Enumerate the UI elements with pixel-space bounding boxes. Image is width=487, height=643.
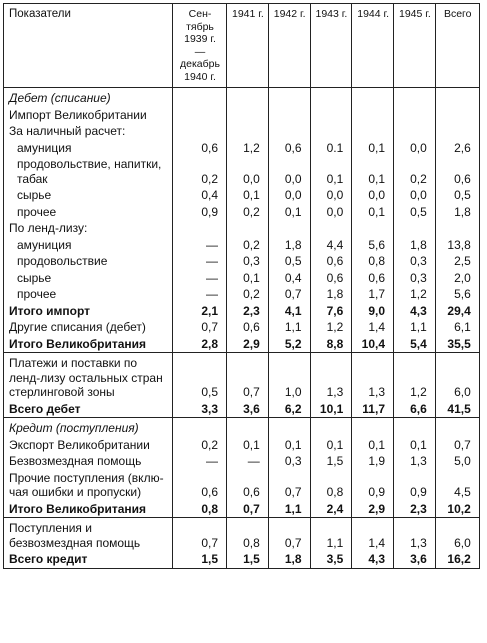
value-cell: 0,0: [310, 204, 352, 221]
row-label: Кредит (поступления): [4, 418, 173, 437]
value-cell: [268, 220, 310, 237]
value-cell: 0,7: [268, 470, 310, 501]
value-cell: —: [173, 237, 227, 254]
value-cell: 6,2: [268, 401, 310, 418]
row-label: амуниция: [4, 237, 173, 254]
value-cell: 1,3: [352, 353, 394, 401]
header-cell: [173, 4, 227, 88]
table-row: [4, 88, 480, 107]
value-cell: 1,3: [310, 353, 352, 401]
value-cell: 3,3: [173, 401, 227, 418]
value-cell: 2,9: [227, 336, 269, 353]
table-row: [4, 286, 480, 303]
value-cell: [435, 220, 479, 237]
value-cell: [352, 418, 394, 437]
value-cell: [352, 107, 394, 124]
value-cell: 0,8: [352, 253, 394, 270]
table-row: [4, 401, 480, 418]
value-cell: [173, 123, 227, 140]
value-cell: 0,0: [268, 156, 310, 187]
value-cell: 0.1: [310, 140, 352, 157]
header-cell: Показатели: [4, 4, 173, 88]
table-row: [4, 319, 480, 336]
value-cell: 0,5: [173, 353, 227, 401]
value-cell: 0,1: [268, 437, 310, 454]
value-cell: [173, 88, 227, 107]
row-label: Платежи и поставки по ленд-лизу остальных стран стерлинговой зоны: [4, 353, 173, 401]
table-row: [4, 336, 480, 353]
value-cell: 0,4: [268, 270, 310, 287]
value-cell: 1,4: [352, 518, 394, 552]
value-cell: 1,5: [173, 551, 227, 568]
table-body: [4, 88, 480, 569]
value-cell: 0,9: [352, 470, 394, 501]
row-label: Безвозмездная помощь: [4, 453, 173, 470]
value-cell: 41,5: [435, 401, 479, 418]
value-cell: 0,6: [435, 156, 479, 187]
value-cell: 0,7: [268, 518, 310, 552]
row-label: Экспорт Великобритании: [4, 437, 173, 454]
value-cell: 13,8: [435, 237, 479, 254]
value-cell: 5,0: [435, 453, 479, 470]
value-cell: 4,3: [394, 303, 436, 320]
value-cell: 0,6: [173, 140, 227, 157]
row-label: Поступления и безвозмездная помощь: [4, 518, 173, 552]
row-label: За наличный расчет:: [4, 123, 173, 140]
value-cell: 5,6: [435, 286, 479, 303]
value-cell: [268, 88, 310, 107]
value-cell: 0,6: [352, 270, 394, 287]
table-row: [4, 107, 480, 124]
value-cell: 0,0: [227, 156, 269, 187]
value-cell: [310, 88, 352, 107]
value-cell: 0,6: [310, 270, 352, 287]
row-label: Всего кредит: [4, 551, 173, 568]
value-cell: 0,7: [435, 437, 479, 454]
value-cell: 4,5: [435, 470, 479, 501]
value-cell: 0,1: [227, 187, 269, 204]
value-cell: 0,6: [268, 140, 310, 157]
value-cell: [352, 88, 394, 107]
table-row: [4, 551, 480, 568]
value-cell: [394, 88, 436, 107]
value-cell: [394, 418, 436, 437]
value-cell: 6,0: [435, 518, 479, 552]
value-cell: 0,5: [435, 187, 479, 204]
row-label: прочее: [4, 204, 173, 221]
value-cell: [268, 123, 310, 140]
value-cell: 0,8: [310, 470, 352, 501]
value-cell: 1,3: [394, 453, 436, 470]
value-cell: 0,7: [173, 319, 227, 336]
value-cell: 0,1: [394, 437, 436, 454]
value-cell: 3,6: [394, 551, 436, 568]
value-cell: 1,8: [310, 286, 352, 303]
table-row: [4, 501, 480, 518]
value-cell: 0,6: [173, 470, 227, 501]
row-label: Итого Великобритания: [4, 336, 173, 353]
value-cell: 1,4: [352, 319, 394, 336]
value-cell: 0,2: [173, 437, 227, 454]
value-cell: [435, 88, 479, 107]
value-cell: 0,1: [268, 204, 310, 221]
value-cell: [268, 107, 310, 124]
value-cell: 10,2: [435, 501, 479, 518]
value-cell: 0,3: [227, 253, 269, 270]
row-label: сырье: [4, 187, 173, 204]
value-cell: [227, 220, 269, 237]
value-cell: [227, 107, 269, 124]
header-cell: 1942 г.: [268, 4, 310, 88]
value-cell: 0,1: [227, 437, 269, 454]
value-cell: 2,0: [435, 270, 479, 287]
header-text: Сен- тябрь 1939 г. — декабрь 1940 г.: [180, 8, 220, 83]
value-cell: 16,2: [435, 551, 479, 568]
value-cell: 0,9: [394, 470, 436, 501]
value-cell: [227, 123, 269, 140]
row-label: Всего дебет: [4, 401, 173, 418]
value-cell: 0,9: [173, 204, 227, 221]
header-cell: 1941 г.: [227, 4, 269, 88]
value-cell: 0,3: [268, 453, 310, 470]
value-cell: 0,6: [310, 253, 352, 270]
value-cell: [394, 220, 436, 237]
value-cell: 0,3: [394, 270, 436, 287]
value-cell: 1,1: [268, 501, 310, 518]
value-cell: 0,2: [227, 237, 269, 254]
value-cell: 4,3: [352, 551, 394, 568]
table-row: [4, 470, 480, 501]
value-cell: 1,8: [435, 204, 479, 221]
table-row: [4, 187, 480, 204]
value-cell: [310, 220, 352, 237]
value-cell: [268, 418, 310, 437]
value-cell: 1,8: [394, 237, 436, 254]
row-label: Импорт Великобритании: [4, 107, 173, 124]
value-cell: 0,2: [227, 204, 269, 221]
value-cell: 1,2: [394, 286, 436, 303]
value-cell: 0,7: [227, 501, 269, 518]
value-cell: [310, 123, 352, 140]
table-row: [4, 270, 480, 287]
table-row: [4, 220, 480, 237]
row-label: Итого Великобритания: [4, 501, 173, 518]
value-cell: [394, 123, 436, 140]
value-cell: 4,4: [310, 237, 352, 254]
value-cell: 0,6: [227, 319, 269, 336]
value-cell: —: [227, 453, 269, 470]
value-cell: 0,3: [394, 253, 436, 270]
table-row: [4, 204, 480, 221]
value-cell: 0,1: [310, 437, 352, 454]
value-cell: [435, 123, 479, 140]
value-cell: [173, 220, 227, 237]
value-cell: 1,5: [227, 551, 269, 568]
row-label: прочее: [4, 286, 173, 303]
value-cell: 1,1: [310, 518, 352, 552]
value-cell: 10,1: [310, 401, 352, 418]
value-cell: —: [173, 270, 227, 287]
value-cell: 3,6: [227, 401, 269, 418]
value-cell: 29,4: [435, 303, 479, 320]
value-cell: 3,5: [310, 551, 352, 568]
value-cell: 0,1: [227, 270, 269, 287]
value-cell: [352, 220, 394, 237]
value-cell: [310, 107, 352, 124]
value-cell: 1,2: [394, 353, 436, 401]
value-cell: 6,1: [435, 319, 479, 336]
value-cell: 0,5: [394, 204, 436, 221]
header-cell: 1944 г.: [352, 4, 394, 88]
value-cell: 0,4: [173, 187, 227, 204]
value-cell: [310, 418, 352, 437]
value-cell: [352, 123, 394, 140]
value-cell: 2,3: [394, 501, 436, 518]
table-row: [4, 418, 480, 437]
value-cell: [173, 418, 227, 437]
value-cell: 0,2: [394, 156, 436, 187]
value-cell: 1,8: [268, 551, 310, 568]
value-cell: 1,1: [394, 319, 436, 336]
value-cell: 8,8: [310, 336, 352, 353]
value-cell: 0,0: [394, 187, 436, 204]
value-cell: 0,1: [352, 156, 394, 187]
value-cell: 9,0: [352, 303, 394, 320]
balance-table: [3, 3, 480, 569]
value-cell: 0,0: [352, 187, 394, 204]
value-cell: 0,7: [173, 518, 227, 552]
value-cell: —: [173, 253, 227, 270]
row-label: продовольствие: [4, 253, 173, 270]
value-cell: 1,2: [310, 319, 352, 336]
value-cell: 5,2: [268, 336, 310, 353]
value-cell: [227, 418, 269, 437]
value-cell: —: [173, 286, 227, 303]
table-row: [4, 140, 480, 157]
value-cell: 0,8: [227, 518, 269, 552]
table-row: [4, 253, 480, 270]
value-cell: 0,7: [268, 286, 310, 303]
value-cell: 0,1: [352, 437, 394, 454]
row-label: продовольствие, напитки, табак: [4, 156, 173, 187]
value-cell: 6,6: [394, 401, 436, 418]
value-cell: 1,1: [268, 319, 310, 336]
table-row: [4, 453, 480, 470]
value-cell: 5,4: [394, 336, 436, 353]
value-cell: 2,4: [310, 501, 352, 518]
value-cell: 0,7: [227, 353, 269, 401]
value-cell: 0,2: [173, 156, 227, 187]
value-cell: 4,1: [268, 303, 310, 320]
value-cell: 0,0: [268, 187, 310, 204]
value-cell: 1,3: [394, 518, 436, 552]
value-cell: 0,1: [310, 156, 352, 187]
value-cell: 6,0: [435, 353, 479, 401]
row-label: Прочие поступления (вклю-чая ошибки и пропуски): [4, 470, 173, 501]
row-label: сырье: [4, 270, 173, 287]
value-cell: 1,7: [352, 286, 394, 303]
value-cell: [173, 107, 227, 124]
value-cell: —: [173, 453, 227, 470]
row-label: Дебет (списание): [4, 88, 173, 107]
value-cell: 2,6: [435, 140, 479, 157]
value-cell: 1,5: [310, 453, 352, 470]
table-row: [4, 237, 480, 254]
table-row: [4, 156, 480, 187]
table-row: [4, 437, 480, 454]
value-cell: 2,8: [173, 336, 227, 353]
value-cell: [435, 107, 479, 124]
value-cell: 0,1: [352, 140, 394, 157]
value-cell: 10,4: [352, 336, 394, 353]
value-cell: 0,1: [352, 204, 394, 221]
header-cell: 1943 г.: [310, 4, 352, 88]
value-cell: 35,5: [435, 336, 479, 353]
row-label: Другие списания (дебет): [4, 319, 173, 336]
table-row: [4, 353, 480, 401]
value-cell: 2,3: [227, 303, 269, 320]
row-label: Итого импорт: [4, 303, 173, 320]
value-cell: 11,7: [352, 401, 394, 418]
row-label: амуниция: [4, 140, 173, 157]
header-cell: Всего: [435, 4, 479, 88]
table-row: [4, 518, 480, 552]
table-row: [4, 123, 480, 140]
value-cell: 0,2: [227, 286, 269, 303]
value-cell: 0,0: [394, 140, 436, 157]
value-cell: 0,5: [268, 253, 310, 270]
row-label: По ленд-лизу:: [4, 220, 173, 237]
header-row: [4, 4, 480, 88]
value-cell: 2,9: [352, 501, 394, 518]
value-cell: 2,1: [173, 303, 227, 320]
header-cell: 1945 г.: [394, 4, 436, 88]
value-cell: 1,0: [268, 353, 310, 401]
value-cell: [227, 88, 269, 107]
value-cell: 0,0: [310, 187, 352, 204]
value-cell: 1,9: [352, 453, 394, 470]
value-cell: 2,5: [435, 253, 479, 270]
value-cell: 0,8: [173, 501, 227, 518]
value-cell: 7,6: [310, 303, 352, 320]
value-cell: 1,2: [227, 140, 269, 157]
value-cell: 1,8: [268, 237, 310, 254]
value-cell: 5,6: [352, 237, 394, 254]
value-cell: [435, 418, 479, 437]
value-cell: [394, 107, 436, 124]
table-row: [4, 303, 480, 320]
value-cell: 0,6: [227, 470, 269, 501]
